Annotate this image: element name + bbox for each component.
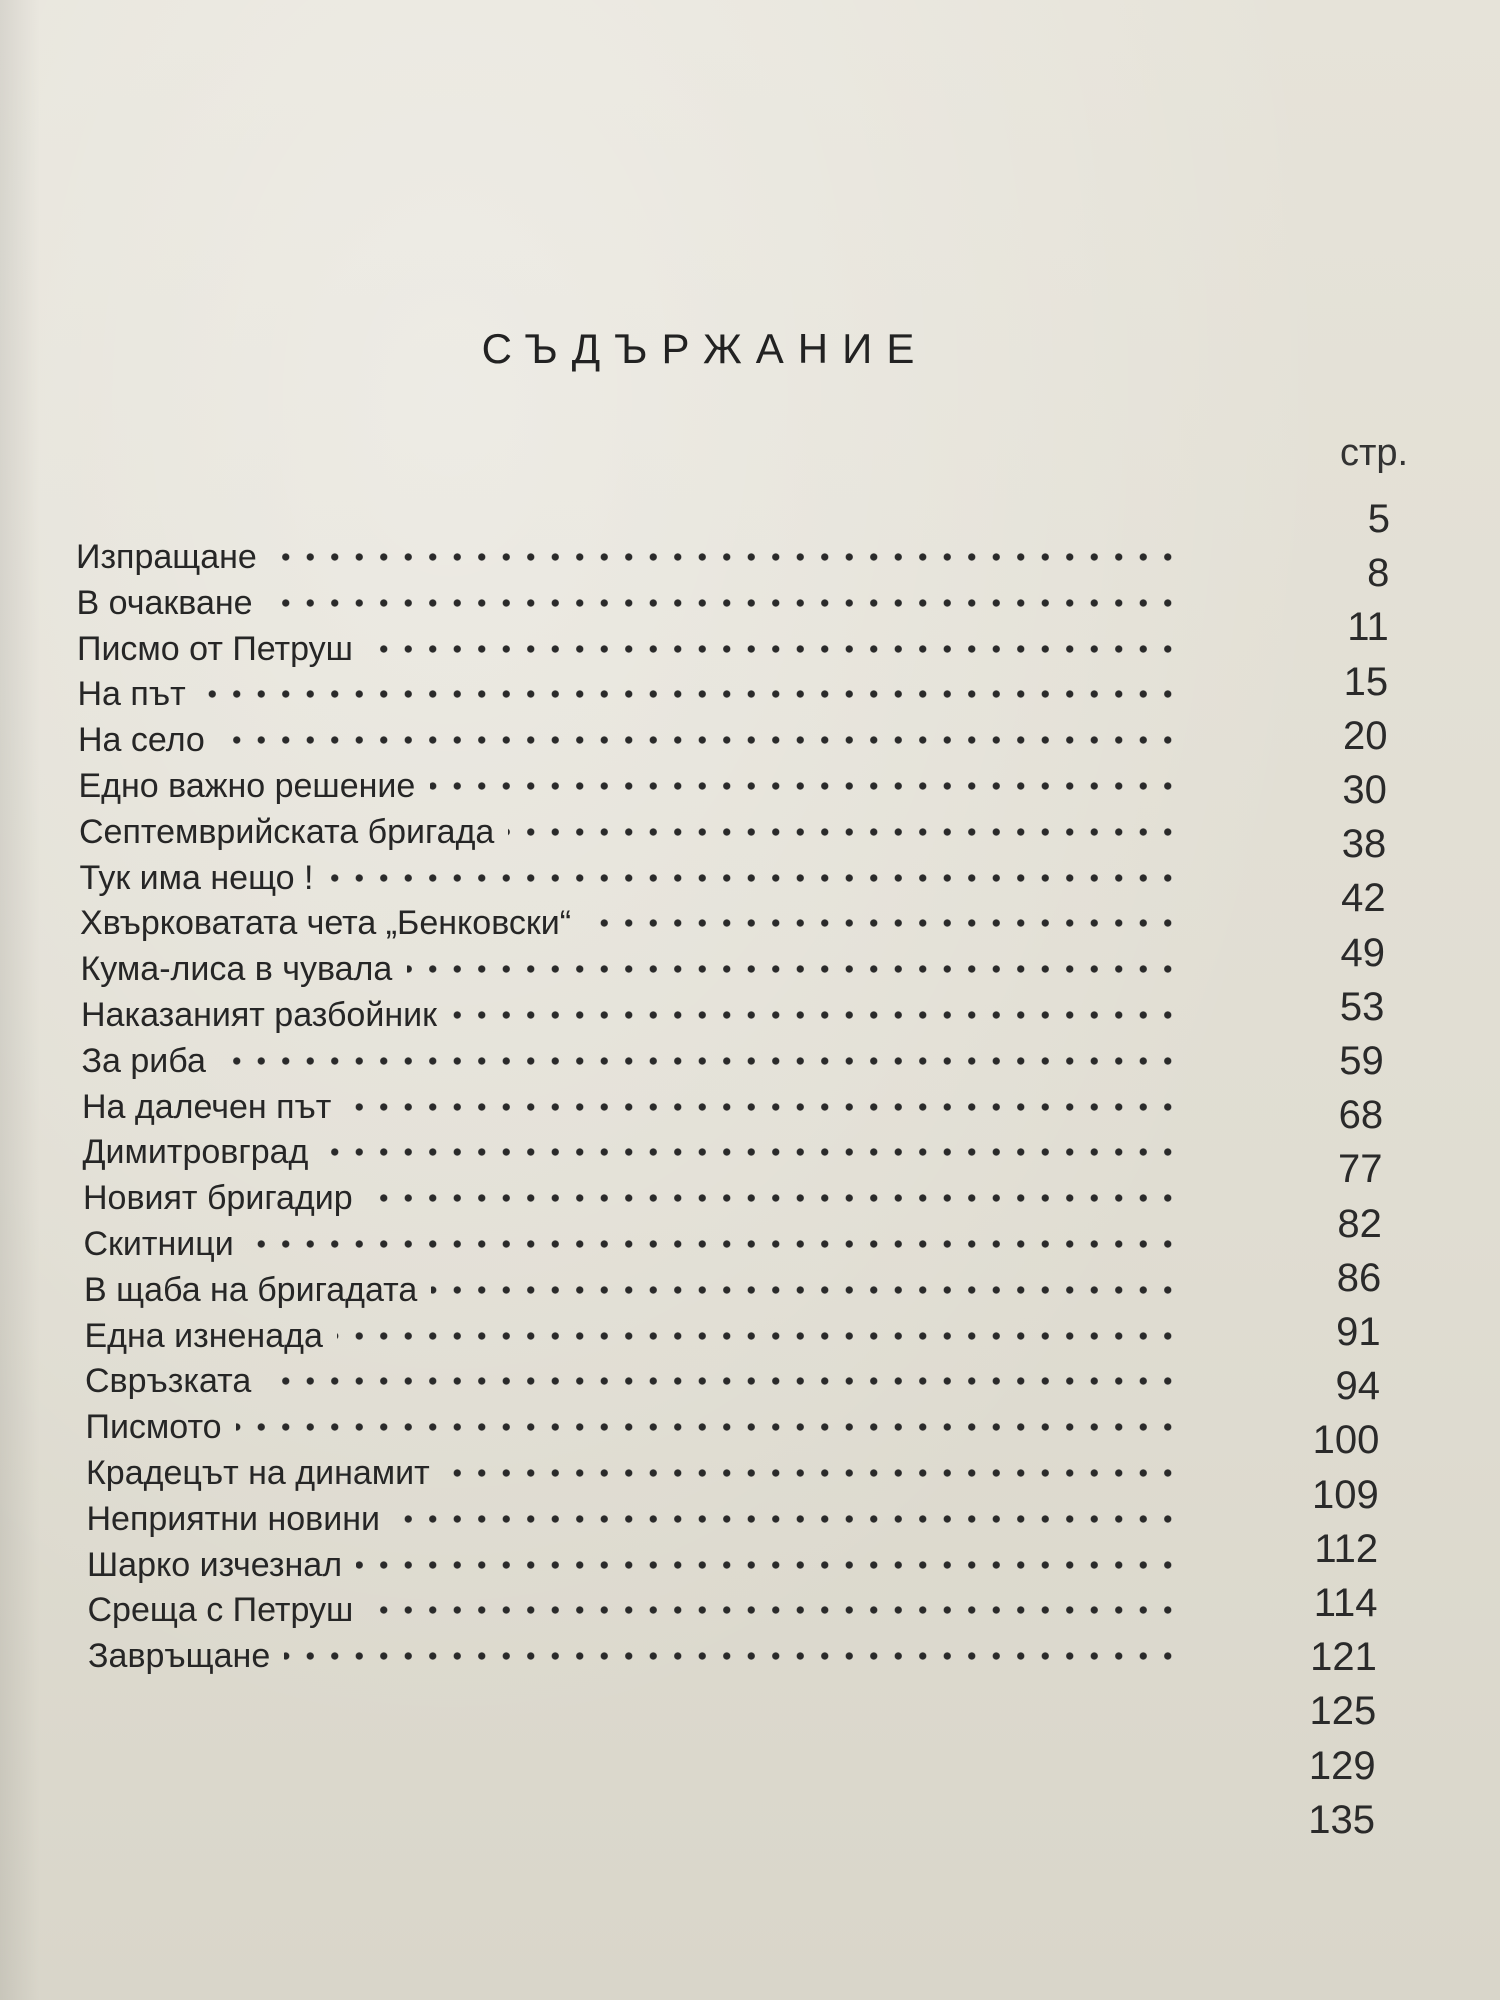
toc-page-number: 42: [1341, 876, 1386, 921]
toc-page-number: 59: [1339, 1039, 1384, 1083]
toc-page-number: 15: [1343, 659, 1389, 704]
toc-leader-dots: [328, 873, 1180, 883]
toc-leader-dots: [265, 1376, 1180, 1386]
toc-entry-title: На път: [77, 675, 186, 714]
toc-page-number: 121: [1310, 1635, 1377, 1680]
toc-page-number: 94: [1335, 1364, 1380, 1409]
toc-leader-dots: [271, 552, 1180, 562]
toc-leader-dots: [337, 1331, 1180, 1341]
toc-entry-title: Едно важно решение: [78, 767, 416, 805]
toc-page-number: 68: [1338, 1093, 1384, 1138]
toc-entry-title: Шарко изчезнал: [87, 1545, 343, 1584]
toc-entry-title: В щаба на бригадата: [84, 1270, 418, 1309]
toc-entry-title: Среща с Петруш: [87, 1591, 354, 1630]
toc-page-number: 8: [1367, 551, 1390, 596]
toc-page-number: 112: [1314, 1526, 1379, 1571]
toc-leader-dots: [236, 1422, 1180, 1432]
toc-leader-dots: [367, 644, 1180, 654]
toc-entry-title: На далечен път: [82, 1087, 332, 1126]
toc-leader-dots: [220, 1056, 1180, 1066]
toc-page-number: 20: [1343, 713, 1388, 758]
page-column-label: стр.: [1340, 432, 1409, 474]
toc-page-number: 91: [1336, 1310, 1381, 1354]
toc-leader-dots: [508, 827, 1180, 837]
toc-entry-title: Наказаният разбойник: [81, 996, 437, 1034]
toc-entry-title: Писмо от Петруш: [77, 629, 353, 668]
toc-leader-dots: [248, 1239, 1180, 1249]
toc-entry-title: На село: [78, 721, 205, 760]
toc-page-number: 135: [1308, 1797, 1375, 1842]
toc-entry-title: Кума-лиса в чувала: [80, 950, 393, 989]
toc-entry-title: В очакване: [76, 583, 253, 622]
toc-leader-dots: [267, 598, 1180, 608]
toc-leader-dots: [345, 1102, 1180, 1112]
toc-page-number: 109: [1312, 1472, 1379, 1517]
toc-leader-dots: [451, 1010, 1180, 1020]
toc-entry-title: Новият бригадир: [83, 1179, 353, 1218]
toc-page-number: 82: [1337, 1201, 1382, 1246]
toc-entry-title: Завръщане: [88, 1637, 271, 1676]
toc-leader-dots: [368, 1605, 1180, 1615]
toc-leader-dots: [431, 1285, 1180, 1295]
toc-page-number: 49: [1340, 930, 1385, 975]
toc-entry-title: Една изненада: [84, 1316, 323, 1355]
toc-page-number: 77: [1338, 1147, 1383, 1192]
toc-leader-dots: [367, 1193, 1180, 1203]
toc-page-number: 30: [1342, 768, 1387, 812]
toc-entry-title: Неприятни новини: [86, 1499, 380, 1538]
toc-leader-dots: [430, 781, 1180, 791]
toc-page-number: 11: [1347, 605, 1389, 650]
toc-page-number: 38: [1341, 822, 1387, 867]
page-title: СЪДЪРЖАНИЕ: [481, 325, 929, 372]
toc-leader-dots: [219, 735, 1180, 745]
toc-entry-title: Димитровград: [82, 1133, 309, 1172]
toc-entry-title: Свръзката: [85, 1362, 252, 1401]
toc-page-number: 114: [1313, 1581, 1378, 1625]
toc-leader-dots: [323, 1147, 1180, 1157]
toc-entry-title: Тук има нещо !: [79, 858, 314, 897]
toc-entry-title: Хвърковатата чета „Бенковски“: [80, 904, 572, 943]
toc-entry-title: Скитници: [83, 1225, 234, 1263]
toc-page-number: 53: [1339, 984, 1385, 1029]
toc-entry-title: Септемврийската бригада: [79, 812, 495, 851]
toc-leader-dots: [407, 964, 1180, 974]
toc-page-number: 5: [1367, 497, 1390, 541]
toc-page-number: 100: [1312, 1418, 1380, 1463]
toc-leader-dots: [394, 1514, 1180, 1524]
toc-page-number: 86: [1336, 1255, 1382, 1300]
toc-entry-title: Крадецът на динамит: [86, 1454, 430, 1492]
toc-page-number: 125: [1309, 1689, 1377, 1734]
toc-page-number: 129: [1308, 1743, 1376, 1788]
toc-leader-dots: [284, 1651, 1180, 1661]
toc-entry-title: Писмото: [85, 1408, 222, 1447]
toc-leader-dots: [200, 689, 1180, 699]
toc-leader-dots: [585, 918, 1180, 928]
toc-leader-dots: [356, 1560, 1180, 1570]
toc-entry-title: За риба: [81, 1041, 206, 1080]
toc-entry-title: Изпращане: [76, 538, 257, 576]
toc-leader-dots: [444, 1468, 1180, 1478]
